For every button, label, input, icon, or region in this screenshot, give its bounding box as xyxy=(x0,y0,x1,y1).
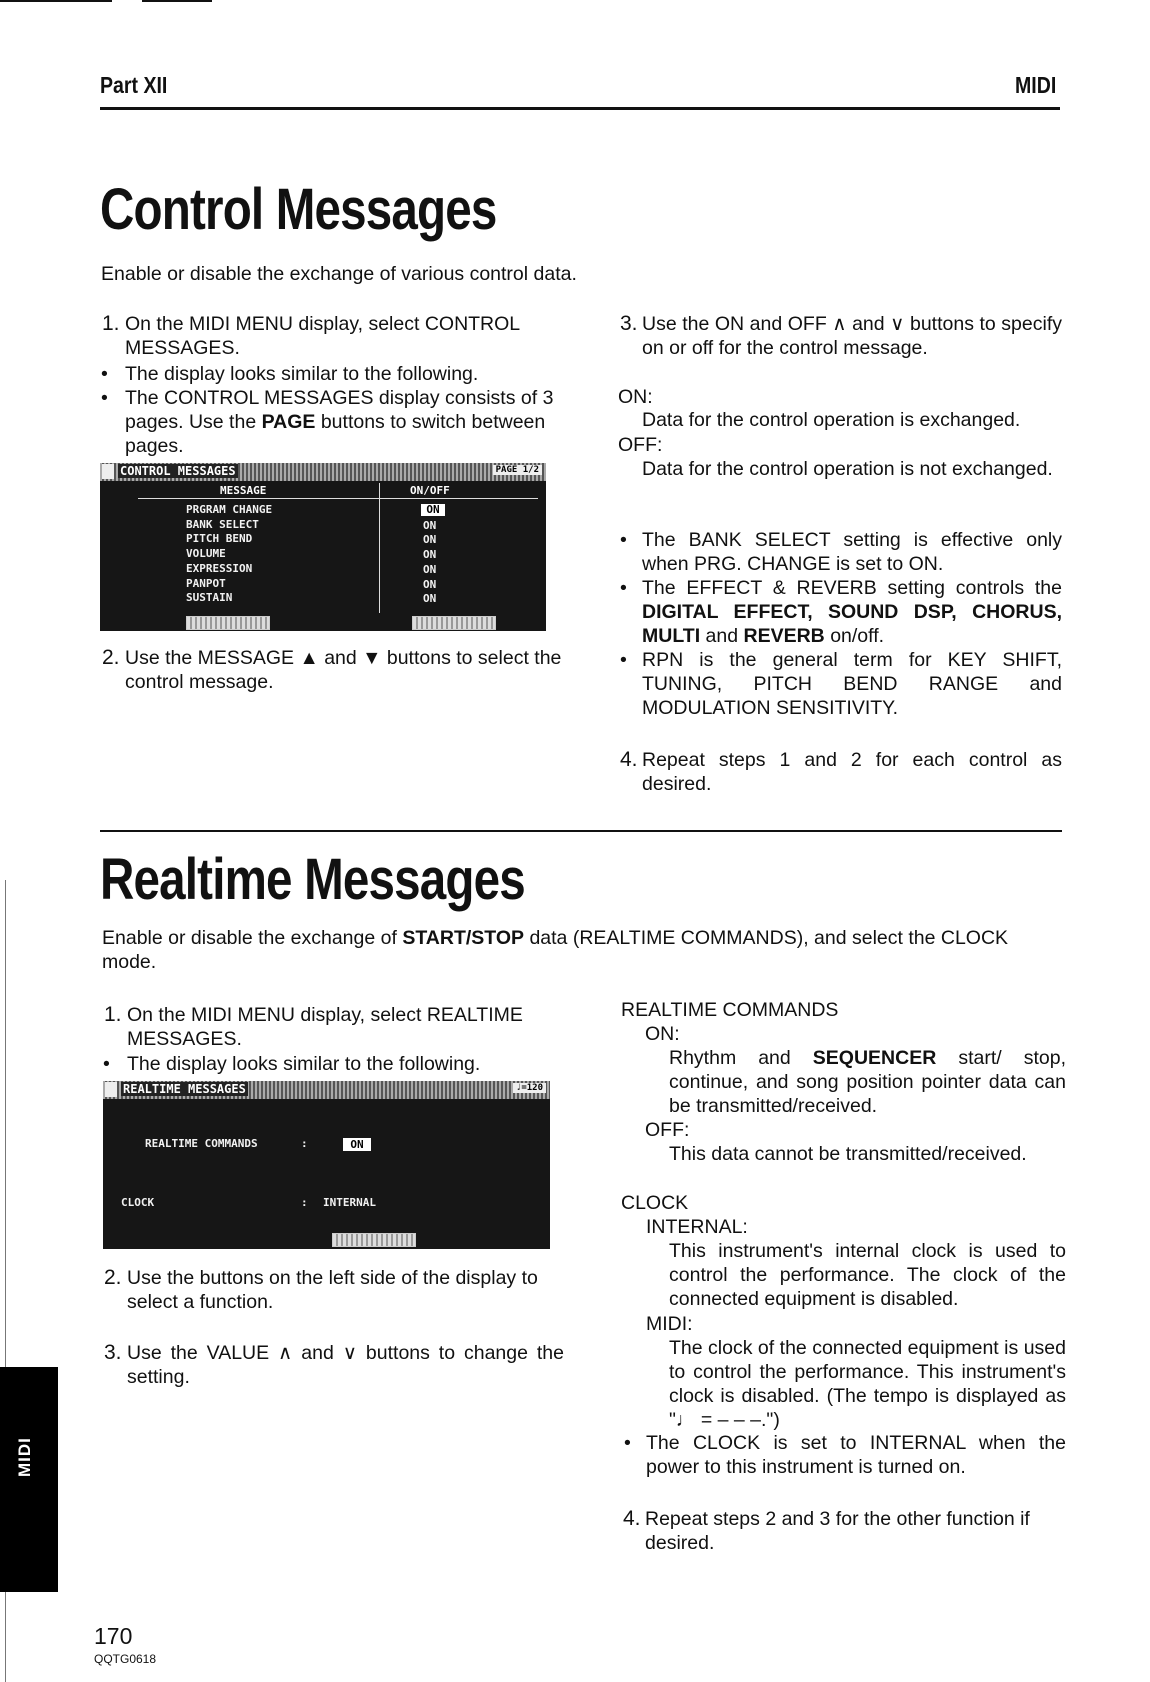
rc-on-label: ON: xyxy=(645,1023,680,1045)
screen-divider xyxy=(379,483,380,613)
message-row-name[interactable]: EXPRESSION xyxy=(186,561,253,575)
message-row-name[interactable]: PRGRAM CHANGE xyxy=(186,503,273,516)
control-step4: 4. Repeat steps 1 and 2 for each control as desired. xyxy=(620,748,1062,795)
realtime-title: Realtime Messages xyxy=(100,847,525,912)
control-note2: • The EFFECT & REVERB setting controls the DIGITAL EFFECT, SOUND DSP, CHORUS, MULTI and REVERB on/off. xyxy=(620,577,1062,647)
control-title: Control Messages xyxy=(100,177,497,242)
midi-side-tab: MIDI xyxy=(0,1367,58,1592)
message-row-value[interactable]: ON xyxy=(423,577,437,591)
col-onoff: ON/OFF xyxy=(410,484,450,497)
message-row-name[interactable]: SUSTAIN xyxy=(186,591,233,605)
message-row-value[interactable]: ON xyxy=(421,504,445,516)
rc-off-text: This data cannot be transmitted/received. xyxy=(669,1143,1027,1165)
doc-code: QQTG0618 xyxy=(94,1652,157,1666)
message-row-value[interactable]: ON xyxy=(423,518,437,532)
section-rule xyxy=(100,830,1062,832)
message-row-value[interactable]: ON xyxy=(423,592,437,606)
on-label: ON: xyxy=(618,386,653,408)
internal-label: INTERNAL: xyxy=(646,1216,748,1238)
scan-mark xyxy=(142,0,212,2)
on-text: Data for the control operation is exchanged. xyxy=(642,409,1021,431)
internal-text: This instrument's internal clock is used to control the performance. The clock of the connected equipment is disabled. xyxy=(669,1240,1066,1310)
realtime-step3: 3. Use the VALUE ∧ and ∨ buttons to change the setting. xyxy=(104,1341,564,1388)
control-note3: • RPN is the general term for KEY SHIFT, TUNING, PITCH BEND RANGE and MODULATION SENSITIVITY. xyxy=(620,649,1062,719)
control-bullet2: • The CONTROL MESSAGES display consists of 3 pages. Use the PAGE buttons to switch between pages. xyxy=(101,387,554,457)
display-icon xyxy=(102,464,114,479)
message-row-value[interactable]: ON xyxy=(423,562,437,576)
rc-on-text: Rhythm and SEQUENCER start/ stop, continue, and song position pointer data can be transmitted/received. xyxy=(669,1047,1066,1117)
part-label: Part XII xyxy=(100,72,168,98)
sep: : xyxy=(301,1196,308,1209)
screen-title-bar: REALTIME MESSAGES ♩=120 xyxy=(103,1081,550,1099)
page-indicator[interactable]: PAGE 1/2 xyxy=(493,465,542,475)
page-number: 170 xyxy=(94,1623,133,1649)
off-label: OFF: xyxy=(618,434,663,456)
rc-off-label: OFF: xyxy=(645,1119,690,1141)
realtime-bullet1: • The display looks similar to the following. xyxy=(103,1053,481,1075)
screen-title-bar: CONTROL MESSAGES PAGE 1/2 xyxy=(100,463,546,481)
clock-heading: CLOCK xyxy=(621,1192,689,1214)
screen-rule xyxy=(138,498,538,499)
control-messages-screen xyxy=(100,463,546,631)
realtime-step1: 1. On the MIDI MENU display, select REALTIME MESSAGES. xyxy=(104,1003,523,1050)
page-down-button[interactable] xyxy=(186,616,270,630)
midi-text: The clock of the connected equipment is used to control the performance. This instrument's clock is disabled. (The tempo is displayed as "♩ = – – –.") xyxy=(669,1337,1066,1431)
control-step1: 1. On the MIDI MENU display, select CONTROL MESSAGES. xyxy=(102,312,520,359)
realtime-messages-screen xyxy=(103,1081,550,1249)
off-text: Data for the control operation is not exchanged. xyxy=(642,458,1053,480)
clock-note: • The CLOCK is set to INTERNAL when the power to this instrument is turned on. xyxy=(624,1432,1066,1478)
message-row-value[interactable]: ON xyxy=(423,548,437,562)
control-step2: 2. Use the MESSAGE ▲ and ▼ buttons to select the control message. xyxy=(102,646,562,693)
control-bullet1: • The display looks similar to the following. xyxy=(101,363,479,385)
clock-label[interactable]: CLOCK xyxy=(121,1196,155,1209)
message-row-name[interactable]: PITCH BEND xyxy=(186,532,253,546)
control-note1: • The BANK SELECT setting is effective only when PRG. CHANGE is set to ON. xyxy=(620,529,1062,575)
section-label: MIDI xyxy=(1015,72,1057,98)
realtime-step4: 4. Repeat steps 2 and 3 for the other function if desired. xyxy=(623,1507,1030,1554)
message-row-value[interactable]: ON xyxy=(423,533,437,547)
display-icon xyxy=(105,1082,117,1097)
scan-mark xyxy=(0,0,112,2)
realtime-commands-value[interactable]: ON xyxy=(343,1138,371,1151)
page-up-button[interactable] xyxy=(412,616,496,630)
realtime-commands-label[interactable]: REALTIME COMMANDS xyxy=(145,1137,258,1150)
message-row-name[interactable]: BANK SELECT xyxy=(186,517,259,531)
message-row-name[interactable]: PANPOT xyxy=(186,576,226,590)
sep: : xyxy=(301,1137,308,1150)
value-button[interactable] xyxy=(332,1233,416,1247)
control-step3: 3. Use the ON and OFF ∧ and ∨ buttons to specify on or off for the control message. xyxy=(620,312,1062,359)
realtime-step2: 2. Use the buttons on the left side of the display to select a function. xyxy=(104,1266,538,1313)
header-rule xyxy=(100,107,1060,110)
margin-line xyxy=(5,1592,6,1682)
tempo-indicator: ♩=120 xyxy=(513,1083,546,1093)
rc-label: REALTIME COMMANDS xyxy=(621,999,839,1021)
clock-value[interactable]: INTERNAL xyxy=(323,1196,376,1209)
message-row-name[interactable]: VOLUME xyxy=(186,547,226,561)
control-intro: Enable or disable the exchange of various control data. xyxy=(101,263,577,285)
midi-label: MIDI: xyxy=(646,1313,693,1335)
margin-line xyxy=(5,880,6,1367)
col-message: MESSAGE xyxy=(220,484,267,497)
realtime-intro: Enable or disable the exchange of START/STOP data (REALTIME COMMANDS), and select the CLOCK mode. xyxy=(102,927,1009,973)
